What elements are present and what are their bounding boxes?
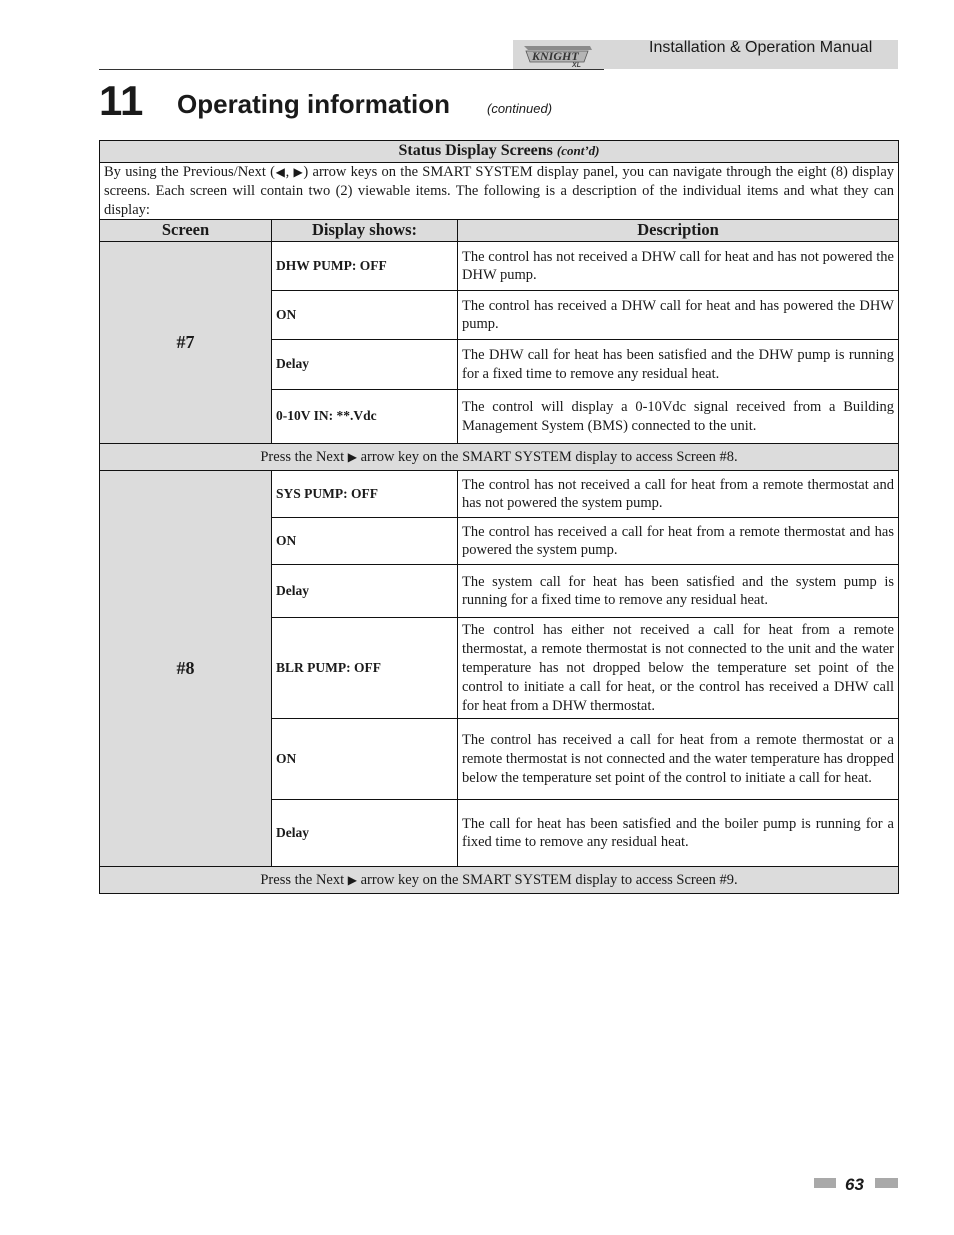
- description-text: The control has either not received a call for heat from a remote thermostat, a remote thermostat is not connected to the unit and the water temperature has not dropped below the temperature set point of the control to initiate a call for heat, or the control has received a DHW call for heat from a DHW thermostat.: [458, 618, 899, 719]
- display-value: ON: [272, 291, 458, 340]
- description-text: The call for heat has been satisfied and the boiler pump is running for a fixed time to remove any residual heat.: [458, 800, 899, 867]
- table-title: [100, 141, 899, 163]
- table-intro: [100, 163, 899, 220]
- description-text: The control has not received a call for heat from a remote thermostat and has not powered the system pump.: [458, 471, 899, 518]
- display-value: 0-10V IN: **.Vdc: [272, 390, 458, 444]
- press-text-start: Press the Next: [260, 871, 348, 888]
- column-header-screen: Screen: [100, 220, 272, 242]
- display-value: BLR PUMP: OFF: [272, 618, 458, 719]
- screen-id-7: #7: [100, 242, 272, 444]
- svg-text:XL: XL: [572, 62, 581, 68]
- screen-id-8: #8: [100, 471, 272, 867]
- display-value: Delay: [272, 565, 458, 618]
- description-text: The control has received a DHW call for heat and has powered the DHW pump.: [458, 291, 899, 340]
- svg-text:KNIGHT: KNIGHT: [532, 49, 579, 63]
- page-number: 63: [845, 1175, 864, 1194]
- display-value: ON: [272, 518, 458, 565]
- table-title-text: Status Display Screens: [398, 142, 553, 160]
- header-divider: [99, 69, 604, 70]
- previous-arrow-icon: ◀: [275, 165, 286, 179]
- next-screen-instruction: [100, 444, 899, 471]
- display-value: Delay: [272, 800, 458, 867]
- knight-xl-logo: [520, 42, 600, 68]
- next-arrow-icon: ▶: [293, 165, 304, 179]
- display-value: DHW PUMP: OFF: [272, 242, 458, 291]
- chapter-continued: (continued): [487, 101, 553, 116]
- display-value: ON: [272, 719, 458, 800]
- column-header-description: Description: [458, 220, 899, 242]
- description-text: The DHW call for heat has been satisfied and the DHW pump is running for a fixed time to remove any residual heat.: [458, 340, 899, 390]
- manual-title: Installation & Operation Manual: [649, 39, 873, 56]
- description-text: The control has not received a DHW call for heat and has not powered the DHW pump.: [458, 242, 899, 291]
- chapter-title: Operating information: [177, 89, 450, 119]
- next-arrow-icon: ▶: [347, 872, 357, 887]
- press-text-end: arrow key on the SMART SYSTEM display to access Screen #8.: [356, 448, 738, 465]
- display-value: SYS PUMP: OFF: [272, 471, 458, 518]
- next-arrow-icon: ▶: [347, 449, 357, 464]
- description-text: The control will display a 0-10Vdc signal received from a Building Management System (BMS) connected to the unit.: [458, 390, 899, 444]
- description-text: The control has received a call for heat from a remote thermostat and has powered the system pump.: [458, 518, 899, 565]
- table-row: [100, 471, 899, 518]
- display-value: Delay: [272, 340, 458, 390]
- chapter-number: 11: [99, 77, 144, 124]
- intro-text-start: By using the Previous/Next (: [104, 164, 276, 180]
- table-row: [100, 242, 899, 291]
- description-text: The system call for heat has been satisfied and the system pump is running for a fixed time to remove any residual heat.: [458, 565, 899, 618]
- press-text-end: arrow key on the SMART SYSTEM display to access Screen #9.: [356, 871, 738, 888]
- column-header-display: Display shows:: [272, 220, 458, 242]
- description-text: The control has received a call for heat from a remote thermostat or a remote thermostat is not connected and the water temperature has dropped below the temperature set point of the control to initiate a call for heat.: [458, 719, 899, 800]
- footer-bar-right: [875, 1178, 898, 1188]
- press-text-start: Press the Next: [260, 448, 348, 465]
- status-display-table: [99, 140, 899, 894]
- intro-separator: ,: [285, 164, 294, 180]
- footer-bar-left: [814, 1178, 836, 1188]
- intro-text-end: ) arrow keys on the SMART SYSTEM display panel, you can navigate through the eight (8) display screens. Each screen will contain two (2) viewable items. The following is a description of the individual items and what they can display:: [104, 164, 895, 218]
- next-screen-instruction: [100, 867, 899, 894]
- table-title-suffix: (cont’d): [556, 143, 600, 159]
